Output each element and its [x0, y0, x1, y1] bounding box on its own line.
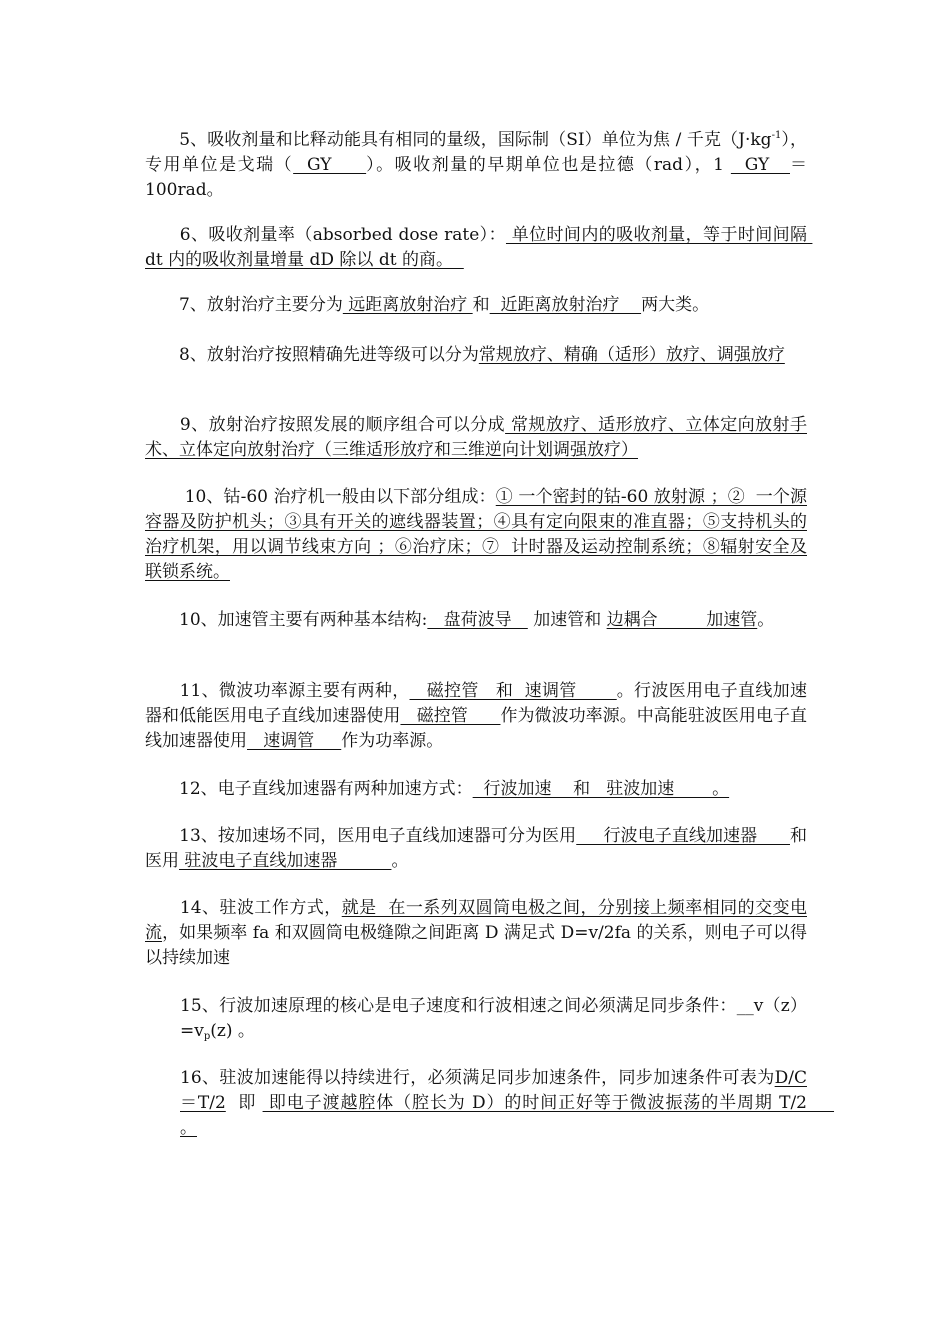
paragraph-10-cobalt: [145, 485, 807, 585]
answer-text: 磁控管: [400, 706, 501, 726]
paragraph-14: [145, 896, 807, 971]
answer-text: 速调管: [247, 731, 342, 751]
answer-text: 盘荷波导: [427, 610, 528, 630]
answer-text: D/C＝T/2: [180, 1068, 807, 1113]
answer-text: 常规放疗、适形放疗、立体定向放射手术、立体定向放射治疗（三维适形放疗和三维逆向计划调强放疗）: [145, 415, 807, 460]
question-text: 10、加速管主要有两种基本结构:: [145, 610, 428, 630]
paragraph-10-accelerator-tube: [145, 608, 807, 633]
question-text: 14、驻波工作方式，: [145, 898, 342, 918]
paragraph-8: [145, 343, 807, 368]
question-text: 作为功率源。: [341, 731, 444, 751]
answer-text: 即电子渡越腔体（腔长为 D）的时间正好等于微波振荡的半周期 T/2 。: [180, 1093, 835, 1138]
question-text: 7、放射治疗主要分为: [145, 295, 343, 315]
question-text: __: [736, 996, 754, 1016]
answer-text: 行波加速 和 驻波加速 。: [472, 779, 730, 799]
question-text: -1: [771, 130, 782, 141]
question-text: 作为微波功率源。中高能驻波医用电子直线加速器使用: [145, 706, 808, 751]
question-text: 。行波医用电子直线加速器和低能医用电子直线加速器使用: [145, 681, 807, 726]
question-text: 和医用: [145, 826, 807, 871]
question-text: 6、吸收剂量率（absorbed dose rate）：: [145, 225, 506, 245]
answer-text: 磁控管 和 速调管: [409, 681, 617, 701]
answer-text: 边耦合 加速管: [606, 610, 758, 630]
paragraph-13: [145, 824, 807, 874]
paragraph-9: [145, 413, 807, 463]
answer-text: 近距离放射治疗: [489, 295, 642, 315]
question-text: ，如果频率 fa 和双圆筒电极缝隙之间距离 D 满足式 D=v/2fa 的关系，则电子可以得以持续加速: [145, 923, 807, 968]
answer-text: 驻波电子直线加速器: [179, 851, 392, 871]
question-text: p: [203, 1031, 211, 1042]
question-text: (z) 。: [210, 1021, 255, 1041]
paragraph-15: [180, 994, 807, 1044]
question-text: 加速管和: [527, 610, 607, 630]
answer-text: 常规放疗、精确（适形）放疗、调强放疗: [478, 345, 785, 365]
answer-text: 就是 在一系列双圆筒电极之间，分别接上频率相同的交变电流: [145, 898, 807, 943]
paragraph-16: [180, 1066, 835, 1141]
question-text: 。: [757, 610, 775, 630]
answer-text: ① 一个密封的钴-60 放射源 ；② 一个源容器及防护机头；③具有开关的遮线器装置；④具有定向限束的准直器；⑤支持机头的治疗机架，用以调节线束方向 ；⑥治疗床；⑦ 计时器及运动控制系统；⑧辐射安全及联锁系统。: [145, 487, 807, 582]
question-text: 10、钴-60 治疗机一般由以下部分组成：: [145, 487, 496, 507]
question-text: 和: [472, 295, 490, 315]
paragraph-11: [145, 679, 807, 754]
paragraph-7: [145, 293, 807, 318]
question-text: ），专用单位是戈瑞（: [145, 130, 808, 175]
question-text: 两大类。: [641, 295, 710, 315]
question-text: 12、电子直线加速器有两种加速方式：: [145, 779, 473, 799]
question-text: 5、吸收剂量和比释动能具有相同的量级，国际制（SI）单位为焦 / 千克（J·kg: [145, 130, 772, 150]
answer-text: 单位时间内的吸收剂量，等于时间间隔 dt 内的吸收剂量增量 dD 除以 dt 的商。: [145, 225, 813, 270]
answer-text: GY: [730, 155, 790, 175]
question-text: 9、放射治疗按照发展的顺序组合可以分成: [145, 415, 506, 435]
question-text: 。: [391, 851, 409, 871]
question-text: 8、放射治疗按照精确先进等级可以分为: [145, 345, 479, 365]
paragraph-5: [145, 128, 807, 203]
question-text: 11、微波功率源主要有两种，: [145, 681, 410, 701]
answer-text: GY: [293, 155, 367, 175]
answer-text: 行波电子直线加速器: [576, 826, 790, 846]
question-text: ）。吸收剂量的早期单位也是拉德（rad），1: [366, 155, 731, 175]
question-text: 13、按加速场不同，医用电子直线加速器可分为医用: [145, 826, 577, 846]
paragraph-12: [145, 777, 807, 802]
question-text: v（z）=v: [180, 996, 808, 1041]
question-text: 16、驻波加速能得以持续进行，必须满足同步加速条件，同步加速条件可表为: [180, 1068, 775, 1088]
question-text: ＝100rad。: [145, 155, 807, 200]
paragraph-6: [145, 223, 813, 273]
answer-text: 远距离放射治疗: [342, 295, 473, 315]
question-text: 即: [225, 1093, 263, 1113]
question-text: 15、行波加速原理的核心是电子速度和行波相速之间必须满足同步条件：: [180, 996, 737, 1016]
